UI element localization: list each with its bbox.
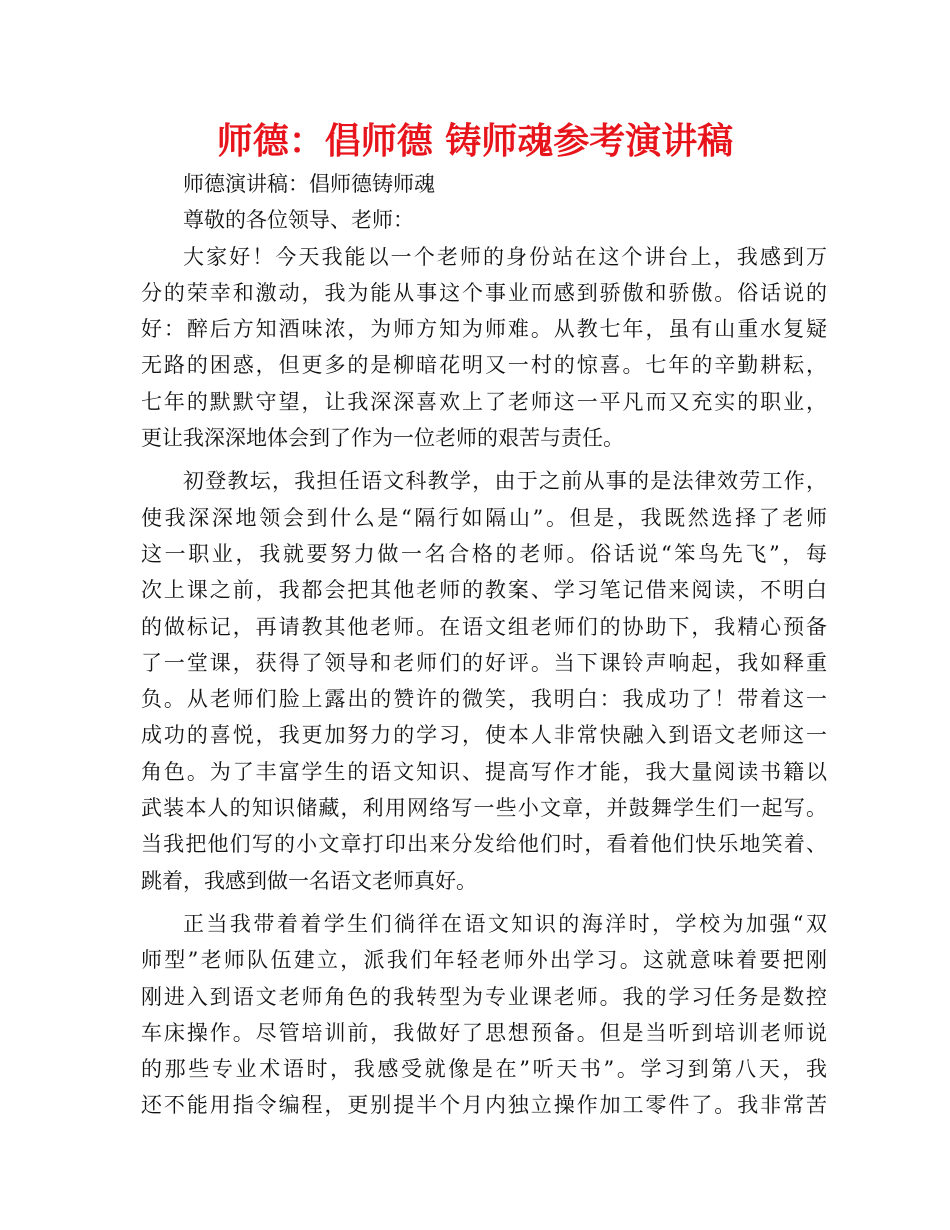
text-line: 了一堂课，获得了领导和老师们的好评。当下课铃声响起，我如释重 xyxy=(141,650,827,675)
text-line: 负。从老师们脸上露出的赞许的微笑，我明白：我成功了！带着这一 xyxy=(141,687,827,712)
paragraph-gap xyxy=(141,899,827,906)
text-line: 的做标记，再请教其他老师。在语文组老师们的协助下，我精心预备 xyxy=(141,614,827,639)
text-line: 师型”老师队伍建立，派我们年轻老师外出学习。这就意味着要把刚 xyxy=(141,948,827,973)
text-line: 无路的困惑，但更多的是柳暗花明又一村的惊喜。七年的辛勤耕耘， xyxy=(141,353,827,378)
subtitle-line: 师德演讲稿：倡师德铸师魂 xyxy=(183,172,435,196)
paragraph-1 xyxy=(141,239,827,457)
text-line: 角色。为了丰富学生的语文知识、提高写作才能，我大量阅读书籍以 xyxy=(141,759,827,784)
text-line: 正当我带着着学生们徜徉在语文知识的海洋时，学校为加强“双 xyxy=(183,911,827,936)
greeting-line: 尊敬的各位领导、老师： xyxy=(183,208,414,233)
text-line: 这一职业，我就要努力做一名合格的老师。俗话说“笨鸟先飞”，每 xyxy=(141,541,827,566)
text-line: 好：醉后方知酒味浓，为师方知为师难。从教七年，虽有山重水复疑 xyxy=(141,317,827,342)
text-line: 的那些专业术语时，我感受就像是在”听天书”。学习到第八天，我 xyxy=(141,1057,827,1082)
text-line: 刚进入到语文老师角色的我转型为专业课老师。我的学习任务是数控 xyxy=(141,984,827,1009)
text-line: 大家好！今天我能以一个老师的身份站在这个讲台上，我感到万 xyxy=(183,244,827,269)
text-line: 使我深深地领会到什么是“隔行如隔山”。但是，我既然选择了老师 xyxy=(141,505,827,530)
document-title: 师德：倡师德 铸师魂参考演讲稿 xyxy=(216,121,734,162)
text-line: 分的荣幸和激动，我为能从事这个事业而感到骄傲和骄傲。俗话说的 xyxy=(141,280,827,305)
text-line: 跳着，我感到做一名语文老师真好。 xyxy=(141,868,477,893)
text-line: 次上课之前，我都会把其他老师的教案、学习笔记借来阅读，不明白 xyxy=(141,578,827,603)
text-line: 七年的默默守望，让我深深喜欢上了老师这一平凡而又充实的职业， xyxy=(141,389,827,414)
document-body xyxy=(141,166,827,1124)
text-line: 还不能用指令编程，更别提半个月内独立操作加工零件了。我非常苦 xyxy=(141,1093,827,1118)
text-line: 成功的喜悦，我更加努力的学习，使本人非常快融入到语文老师这一 xyxy=(141,723,827,748)
text-line: 武装本人的知识储藏，利用网络写一些小文章，并鼓舞学生们一起写。 xyxy=(141,796,827,821)
text-line: 初登教坛，我担任语文科教学，由于之前从事的是法律效劳工作， xyxy=(183,469,827,494)
text-line: 车床操作。尽管培训前，我做好了思想预备。但是当听到培训老师说 xyxy=(141,1020,827,1045)
text-line: 更让我深深地体会到了作为一位老师的艰苦与责任。 xyxy=(141,426,624,451)
paragraph-2 xyxy=(141,463,827,899)
paragraph-gap xyxy=(141,456,827,463)
paragraph-3 xyxy=(141,906,827,1124)
text-line: 当我把他们写的小文章打印出来分发给他们时，看着他们快乐地笑着、 xyxy=(141,832,827,857)
